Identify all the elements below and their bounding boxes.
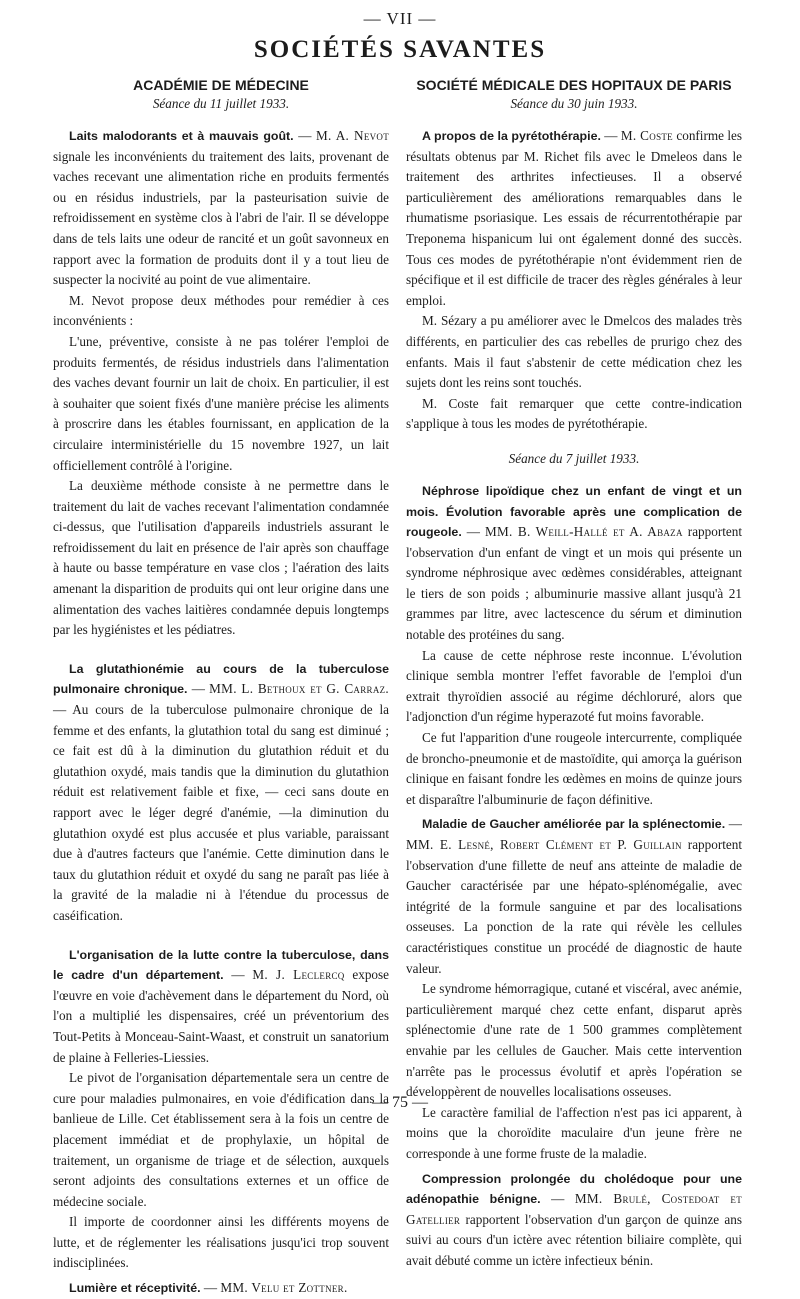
article-nephrose-lipoidique: [406, 481, 742, 811]
article-paragraph: Compression prolongée du cholédoque pour une adénopathie bénigne. — MM. Brulé, Costedoat et Gatellier rapportent l'observation d'un garçon de quinze ans suivi au cours d'un ictère avec rétention biliaire complète, qui avait débuté comme un ictère infectieux bénin.: [406, 1171, 743, 1268]
page-title: SOCIÉTÉS SAVANTES: [253, 36, 547, 63]
right-society-heading: SOCIÉTÉ MÉDICALE DES HOPITAUX DE PARIS: [416, 77, 732, 93]
article-paragraph: Le caractère familial de l'affection n'est pas ici apparent, à moins que la choroïdite maculaire d'un jeune frère ne corresponde à une forme fruste de la maladie.: [406, 1104, 742, 1161]
left-column: [53, 76, 389, 1299]
article-compression-choledoque: [406, 1169, 742, 1272]
article-authors: M. A. Nevot: [315, 128, 390, 143]
article-glutathionemie: [53, 659, 389, 927]
article-authors: MM. L. Bethoux et G. Carraz.: [209, 681, 390, 697]
article-paragraph: La deuxième méthode consiste à ne permettre dans le traitement du lait de vaches recevant l'alimentation condamnée ci-dessus, que l'utilisation d'appareils industriels assurant le refroidissement du lait en présence de l'air après son chauffage à haute ou basse température en vase clos ; l'aération des laits amenant la disparition de produits qui ont leur origine dans une alimentation des vaches laitières condamnée depuis longtemps par les hygiénistes et les pédiatres.: [53, 478, 389, 638]
article-title: Compression prolongée du cholédoque pour une adénopathie bénigne.: [406, 1171, 742, 1207]
article-text: signale les inconvénients du traitement des laits, provenant de vaches recevant une alimentation riche en produits fermentés ou en résidus industriels, par la pasteurisation suivie de refroidissement en système clos à l'abri de l'air. Il se développe dans de tels laits une odeur de rancité et un goût savonneux en rapport avec la formation de produits dont il y a tout lieu de suspecter la nocivité au point de vue alimentaire.: [53, 148, 389, 288]
article-text: expose l'œuvre en voie d'achèvement dans le département du Nord, où l'on a multiplié les dispensaires, créé un préventorium des Tout-Petits à Monceau-Saint-Waast, et construit un sanatorium de plaine à Felleries-Liessies.: [53, 967, 390, 1065]
article-paragraph: Il importe de coordonner ainsi les différents moyens de lutte, et de réglementer les réalisations jusqu'ici trop souvent indisciplinées.: [53, 1214, 389, 1271]
article-paragraph: L'une, préventive, consiste à ne pas tolérer l'emploi de produits fermentés, de résidus industriels dans l'alimentation des vaches devant fournir un lait de choix. En particulier, il est à souhaiter que soient fixés d'une manière précise les aliments à proscrire dans les étables fournissant, en application de la circulaire interministérielle du 15 novembre 1927, un lait officiellement contrôlé à l'origine.: [53, 333, 389, 473]
article-paragraph: A propos de la pyrétothérapie. — M. Coste confirme les résultats obtenus par M. Richet fils avec le Dmeleos dans le traitement des arthrites infectieuses. Il a observé particulièrement des améliorations remarquables dans le rhumatisme psoriasique. Les essais de récurrentothérapie par Treponema hispanicum lui ont également donné des succès. Tous ces modes de pyrétothérapie n'ont évidemment rien de spécifique et il est difficile de tracer des règles générales à leur emploi.: [406, 128, 743, 308]
article-paragraph: M. Sézary a pu améliorer avec le Dmelcos des malades très différents, en particulier des cas rebelles de prurigo chez des enfants. Mais il faut s'abstenir de cette médication chez les sujets dont les reins sont touchés.: [406, 313, 742, 391]
article-text: rapportent l'observation d'un garçon de quinze ans suivi au cours d'un ictère avec rétention biliaire complète, qui avait débuté comme un ictère infectieux bénin.: [406, 1211, 742, 1268]
article-paragraph: Le pivot de l'organisation départementale sera un centre de cure pour maladies pulmonaires, en voie d'édification dans la banlieue de Lille. Cet établissement sera à la fois un centre de placement immédiat et de prophylaxie, un hôpital de traitement, un organisme de triage et de sélection, auxquels seront adjoints des consultations externes et un office de médecine sociale.: [53, 1070, 389, 1209]
article-paragraph: Néphrose lipoïdique chez un enfant de vingt et un mois. Évolution favorable après une complication de rougeole. — MM. B. Weill-Hallé et A. Abaza rapportent l'observation d'un enfant de vingt et un mois qui présente un syndrome néphrosique avec œdèmes considérables, atteignant le tiers de son poids ; albuminurie massive allant jusqu'à 21 grammes par litre, avec lactescence du sérum et diminution notable des protéines du sang.: [406, 483, 742, 643]
article-authors: MM. B. Weill-Hallé et A. Abaza: [484, 524, 683, 540]
left-society-heading: ACADÉMIE DE MÉDECINE: [133, 77, 309, 93]
article-paragraph: Ce fut l'apparition d'une rougeole intercurrente, compliquée de broncho-pneumonie et de mastoïdite, qui amorça la guérison clinique en faisant fondre les œdèmes en moins de quinze jours et disparaître l'albuminurie de façon définitive.: [406, 730, 742, 807]
article-text: Au cours de la tuberculose pulmonaire chronique de la femme et des enfants, la glutathion total du sang est diminué ; ce fait est dû à la diminution du glutathion réduit et du glutathion oxydé, mais tandis que la diminution du glutathion réduit est relativement faible et fixe, — ceci sans doute en rapport avec le léger degré d'anémie, —la diminution du glutathion oxydé est plus accusée et plus variable, paraissant due à d'autres facteurs que l'anémie. Cette diminution dans le taux du glutathion réduit et oxydé du sang ne paraît pas liée à la gravité de la maladie ni à l'étendue du processus de caséification.: [53, 702, 389, 923]
article-text: rapportent l'observation d'une fillette de neuf ans atteinte de maladie de Gaucher caractérisée par une hépato-splénomégalie, avec intégrité de la formule sanguine et par des localisations osseuses. La ponction de la rate qui révèle les cellules caractéristiques constitue un procédé de diagnostic de haute valeur.: [406, 837, 742, 976]
page-number: — 75 —: [372, 1094, 428, 1111]
article-paragraph: La glutathionémie au cours de la tuberculose pulmonaire chronique. — MM. L. Bethoux et G. Carraz. — Au cours de la tuberculose pulmonaire chronique de la femme et des enfants, la glutathion total du sang est diminué ; ce fait est dû à la diminution du glutathion réduit et du glutathion oxydé, mais tandis que la diminution du glutathion réduit est relativement faible et fixe, — ceci sans doute en rapport avec le léger degré d'anémie, —la diminution du glutathion oxydé est plus accusée et plus variable, paraissant due à d'autres facteurs que l'anémie. Cette diminution dans le taux du glutathion réduit et oxydé du sang ne paraît pas liée à la gravité de la maladie ni à l'étendue du processus de caséification.: [53, 661, 390, 923]
article-paragraph: Lumière et réceptivité. — MM. Velu et Zottner.: [69, 1280, 348, 1296]
article-title: L'organisation de la lutte contre la tuberculose, dans le cadre d'un département.: [53, 947, 389, 983]
article-lumiere-receptivite: [53, 1278, 389, 1299]
article-authors: MM. E. Lesné, Robert Clément et P. Guillain: [406, 837, 682, 852]
article-authors: MM. Velu et Zottner.: [220, 1280, 348, 1296]
article-paragraph: Laits malodorants et à mauvais goût. — M. A. Nevot signale les inconvénients du traitement des laits, provenant de vaches recevant une alimentation riche en produits fermentés ou en résidus industriels, par la pasteurisation suivie de refroidissement en système clos à l'abri de l'air. Il se développe dans de tels laits une odeur de rancité et un goût savonneux en rapport avec la formation de produits dont il y a tout lieu de suspecter la nocivité au point de vue alimentaire.: [53, 128, 390, 288]
article-title: Maladie de Gaucher améliorée par la splénectomie.: [422, 817, 726, 832]
article-title: Lumière et réceptivité.: [69, 1281, 201, 1296]
article-pyretotherapie: [406, 126, 742, 435]
article-paragraph: Maladie de Gaucher améliorée par la splénectomie. — MM. E. Lesné, Robert Clément et P. Guillain rapportent l'observation d'une fillette de neuf ans atteinte de maladie de Gaucher caractérisée par une hépato-splénomégalie, avec intégrité de la formule sanguine et par des localisations osseuses. La ponction de la rate qui révèle les cellules caractéristiques constitue un procédé de diagnostic de haute valeur.: [406, 816, 742, 976]
article-authors: MM. Brulé, Costedoat et Gatellier: [406, 1191, 743, 1227]
article-authors: M. Coste: [620, 128, 673, 143]
roman-page-number: — VII —: [363, 9, 437, 28]
article-title: Laits malodorants et à mauvais goût.: [69, 129, 294, 143]
right-session-date-2: Séance du 7 juillet 1933.: [508, 450, 640, 466]
article-title: A propos de la pyrétothérapie.: [422, 129, 601, 143]
article-title: Néphrose lipoïdique chez un enfant de vingt et un mois. Évolution favorable après une complication de rougeole.: [406, 483, 742, 540]
article-laits-malodorants: [53, 126, 389, 641]
right-column: [406, 76, 742, 1271]
article-title: La glutathionémie au cours de la tuberculose pulmonaire chronique.: [53, 661, 389, 697]
article-paragraph: M. Coste fait remarquer que cette contre-indication s'applique à tous les modes de pyrétothérapie.: [406, 395, 742, 432]
article-paragraph: M. Nevot propose deux méthodes pour remédier à ces inconvénients :: [53, 292, 389, 329]
article-text: rapportent l'observation d'un enfant de vingt et un mois qui présente un syndrome néphrosique avec œdèmes considérables, atteignant le tiers de son poids ; albuminurie massive allant jusqu'à 21 grammes par litre, avec lactescence du sérum et diminution notable des protéines du sang.: [406, 524, 742, 643]
article-text: confirme les résultats obtenus par M. Richet fils avec le Dmeleos dans le traitement des arthrites infectieuses. Il a observé particulièrement des améliorations remarquables dans le rhumatisme psoriasique. Les essais de récurrentothérapie par Treponema hispanicum lui ont également donné des succès. Tous ces modes de pyrétothérapie n'ont évidemment rien de spécifique et il est difficile de tracer des règles générales à leur emploi.: [406, 128, 743, 308]
article-paragraph: L'organisation de la lutte contre la tuberculose, dans le cadre d'un département. — M. J. Leclercq expose l'œuvre en voie d'achèvement dans le département du Nord, où l'on a multiplié les dispensaires, créé un préventorium des Tout-Petits à Monceau-Saint-Waast, et construit un sanatorium de plaine à Felleries-Liessies.: [53, 947, 390, 1065]
article-authors: M. J. Leclercq: [252, 967, 345, 983]
article-paragraph: Le syndrome hémorragique, cutané et viscéral, avec anémie, particulièrement marqué chez cette enfant, disparut après splénectomie d'une rate de 1 500 grammes complètement envahie par les cellules de Gaucher. Mais cette intervention n'arrête pas le processus évolutif et après l'opération se développèrent de nouvelles localisations osseuses.: [406, 981, 742, 1100]
left-session-date: Séance du 11 juillet 1933.: [152, 96, 290, 111]
right-session-date: Séance du 30 juin 1933.: [510, 96, 638, 111]
article-paragraph: La cause de cette néphrose reste inconnue. L'évolution clinique sembla montrer l'effet favorable de l'emploi d'un extrait thyroïdien associé au régime déchloruré, alors que l'adjonction d'un régime hyperazoté fut moins favorable.: [406, 647, 742, 725]
